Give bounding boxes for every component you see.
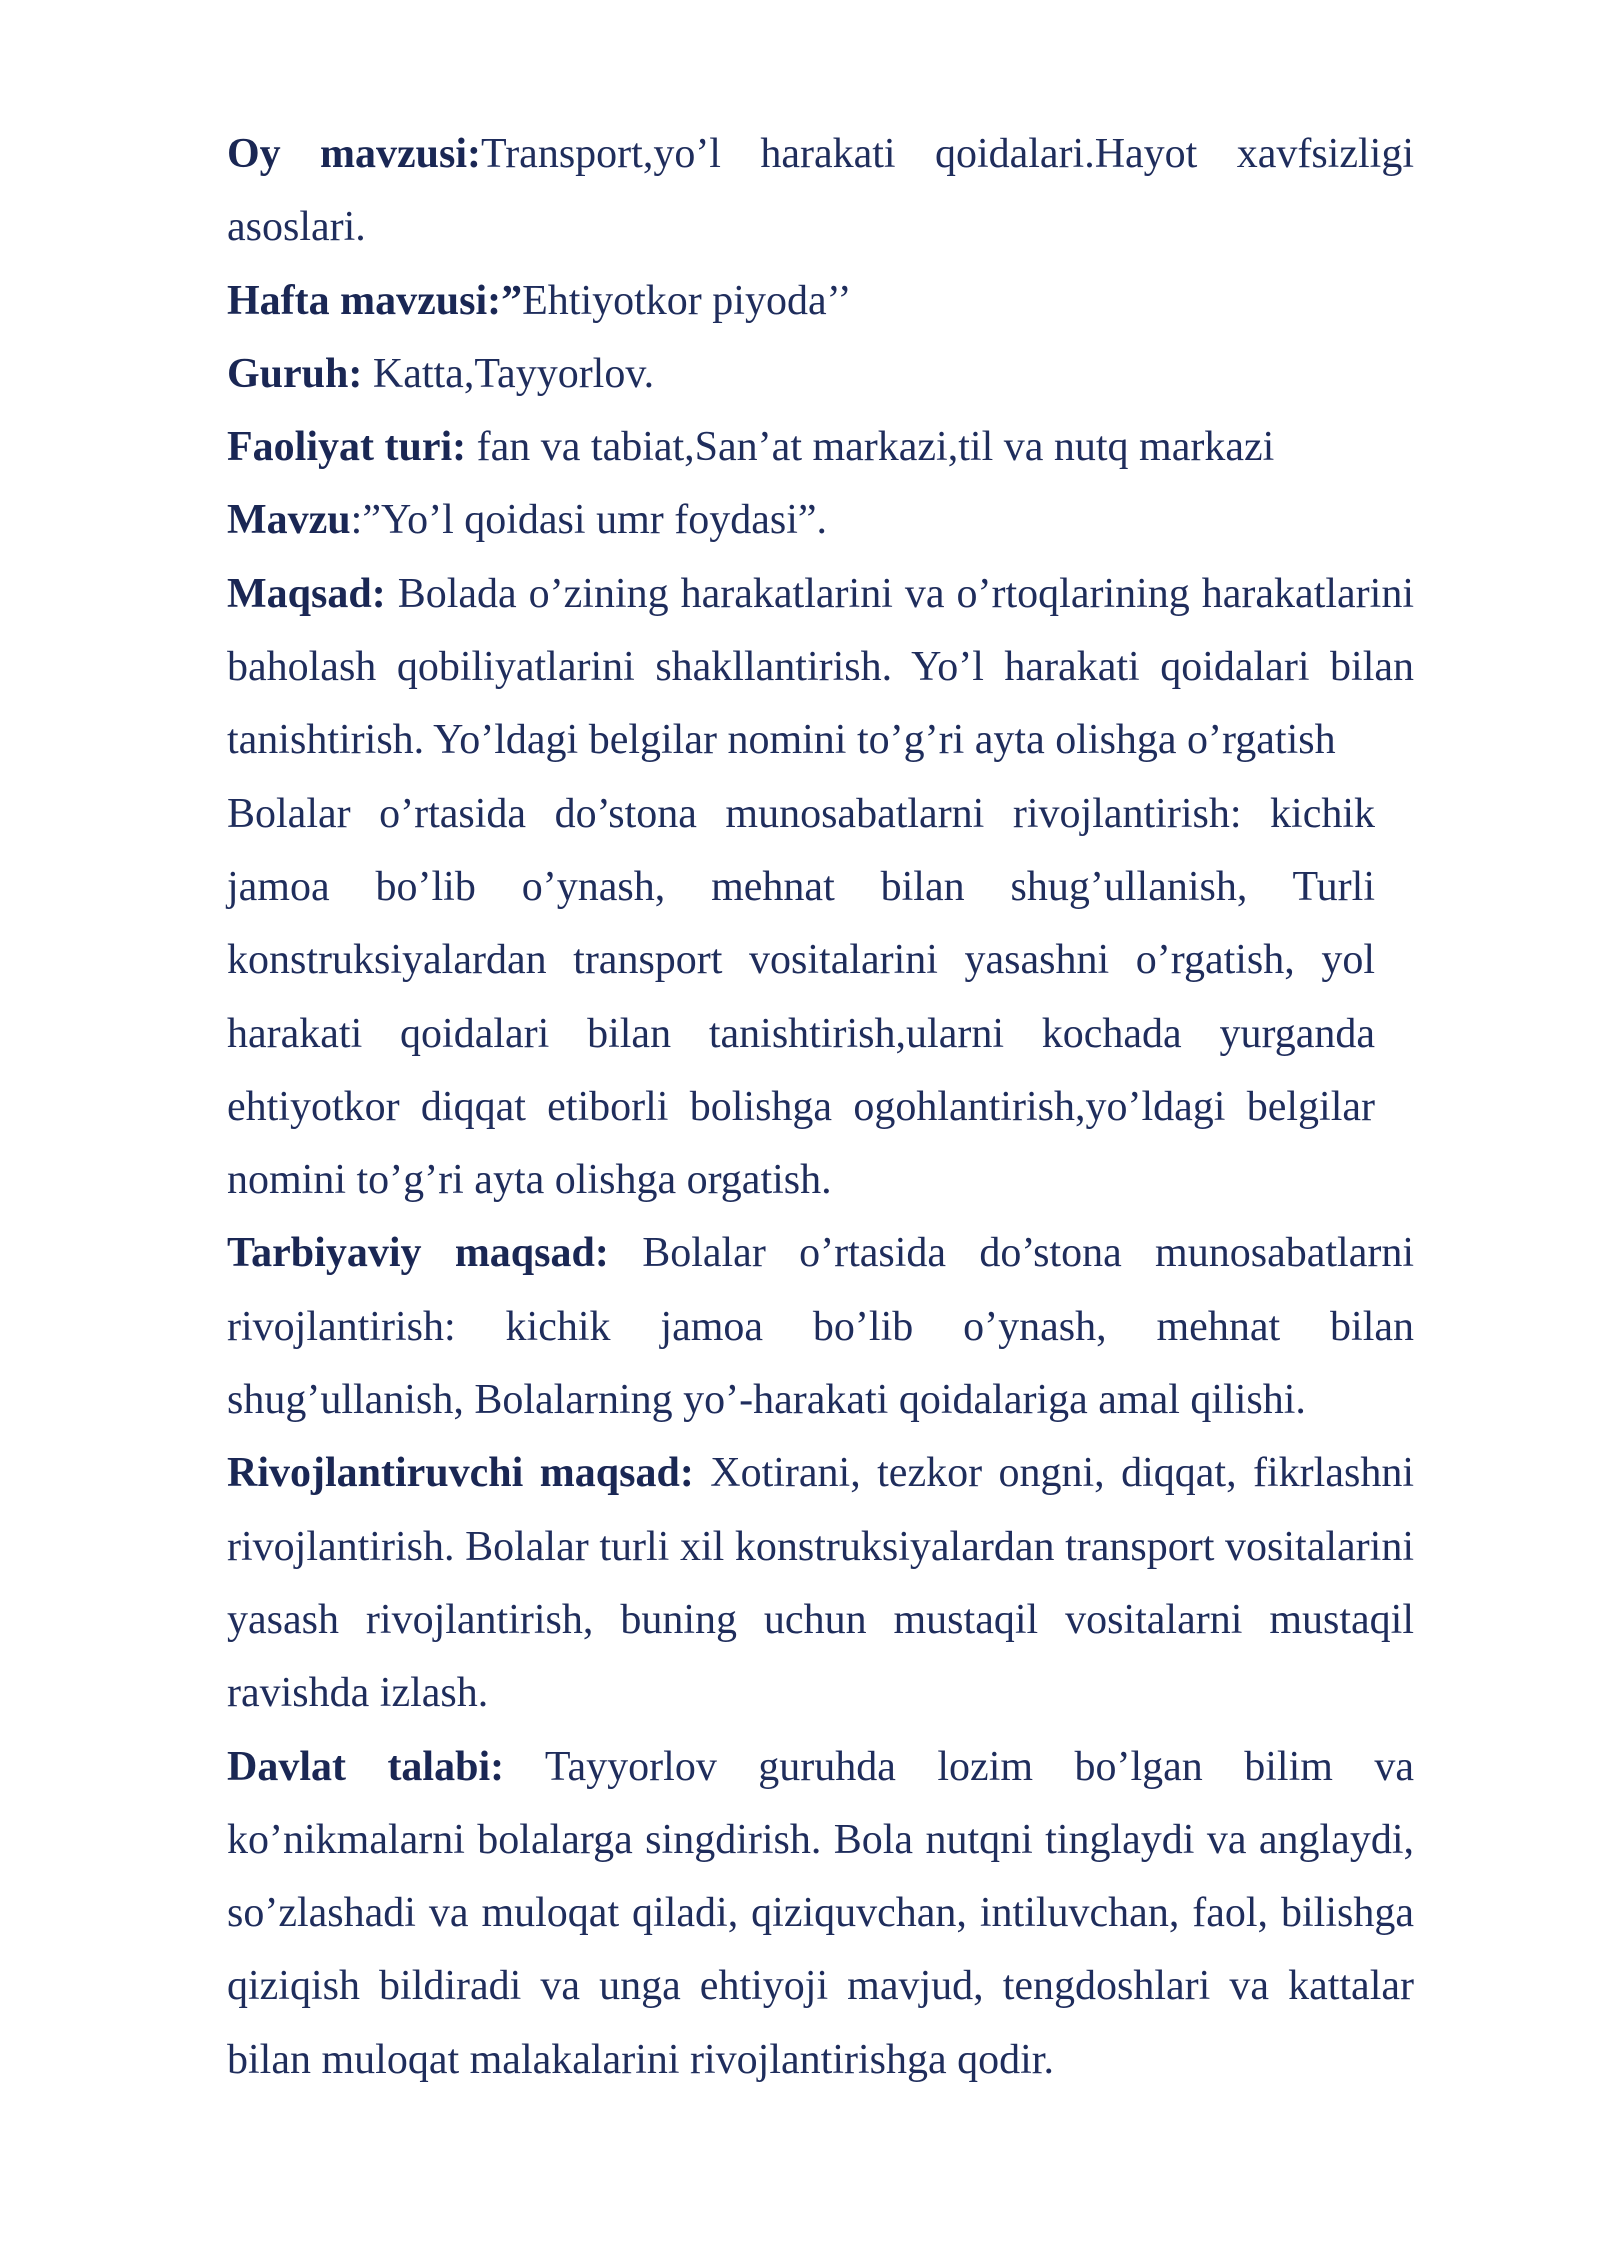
oy-mavzusi-text: Transport,yo’l harakati qoidalari.Hayot xavfsizligi asoslari.	[227, 131, 1415, 251]
hafta-mavzusi-label: Hafta mavzusi:”	[227, 277, 523, 324]
tarbiyaviy-maqsad-text: Bolalar o’rtasida do’stona munosabatlarni rivojlantirish: kichik jamoa bo’lib o’ynash, mehnat bilan shug’ullanish, Bolalarning yo’-harakati qoidalariga amal qilishi.	[227, 1230, 1414, 1424]
rivojlantiruvchi-maqsad-paragraph	[227, 1437, 1414, 1730]
davlat-talabi-label: Davlat talabi:	[227, 1743, 505, 1790]
faoliyat-turi-text: fan va tabiat,San’at markazi,til va nutq markazi	[466, 424, 1275, 471]
maqsad-paragraph	[227, 558, 1414, 778]
maqsad-text: Bolada o’zining harakatlarini va o’rtoqlarining harakatlarini baholash qobiliyatlarini shakllantirish. Yo’l harakati qoidalari bilan tanishtirish. Yo’ldagi belgilar nomini to’g’ri ayta olishga o’rgatish	[227, 570, 1414, 764]
rivojlantiruvchi-maqsad-label: Rivojlantiruvchi maqsad:	[227, 1450, 694, 1497]
guruh-label: Guruh:	[227, 350, 363, 397]
document-page	[227, 118, 1414, 2097]
guruh-paragraph	[227, 338, 1414, 411]
tarbiyaviy-maqsad-paragraph	[227, 1217, 1414, 1437]
mavzu-paragraph	[227, 484, 1414, 557]
oy-mavzusi-label: Oy mavzusi:	[227, 131, 482, 177]
hafta-mavzusi-paragraph	[227, 265, 1414, 338]
tarbiyaviy-maqsad-label: Tarbiyaviy maqsad:	[227, 1230, 609, 1277]
rivojlantiruvchi-maqsad-text: Xotirani, tezkor ongni, diqqat, fikrlashni rivojlantirish. Bolalar turli xil konstruksiyalardan transport vositalarini yasash rivojlantirish, buning uchun mustaqil vositalarni mustaqil ravishda izlash.	[227, 1450, 1414, 1717]
oy-mavzusi-paragraph	[227, 118, 1414, 265]
faoliyat-turi-paragraph	[227, 411, 1414, 484]
davlat-talabi-paragraph	[227, 1731, 1414, 2097]
maqsad-label: Maqsad:	[227, 570, 386, 617]
mavzu-text: :”Yo’l qoidasi umr foydasi”.	[350, 497, 828, 544]
guruh-text: Katta,Tayyorlov.	[362, 350, 655, 397]
mavzu-label: Mavzu	[227, 497, 351, 544]
bolalar-paragraph	[227, 778, 1375, 1218]
hafta-mavzusi-text: Ehtiyotkor piyoda’’	[522, 277, 852, 324]
faoliyat-turi-label: Faoliyat turi:	[227, 424, 467, 471]
bolalar-text: Bolalar o’rtasida do’stona munosabatlarni rivojlantirish: kichik jamoa bo’lib o’ynash, mehnat bilan shug’ullanish, Turli konstruksiyalardan transport vositalarini yasashni o’rgatish, yol harakati qoidalari bilan tanishtirish,ularni kochada yurganda ehtiyotkor diqqat etiborli bolishga ogohlantirish,yo’ldagi belgilar nomini to’g’ri ayta olishga orgatish.	[227, 790, 1375, 1204]
davlat-talabi-text: Tayyorlov guruhda lozim bo’lgan bilim va ko’nikmalarni bolalarga singdirish. Bola nutqni tinglaydi va anglaydi, so’zlashadi va muloqat qiladi, qiziquvchan, intiluvchan, faol, bilishga qiziqish bildiradi va unga ehtiyoji mavjud, tengdoshlari va kattalar bilan muloqat malakalarini rivojlantirishga qodir.	[227, 1743, 1415, 2083]
